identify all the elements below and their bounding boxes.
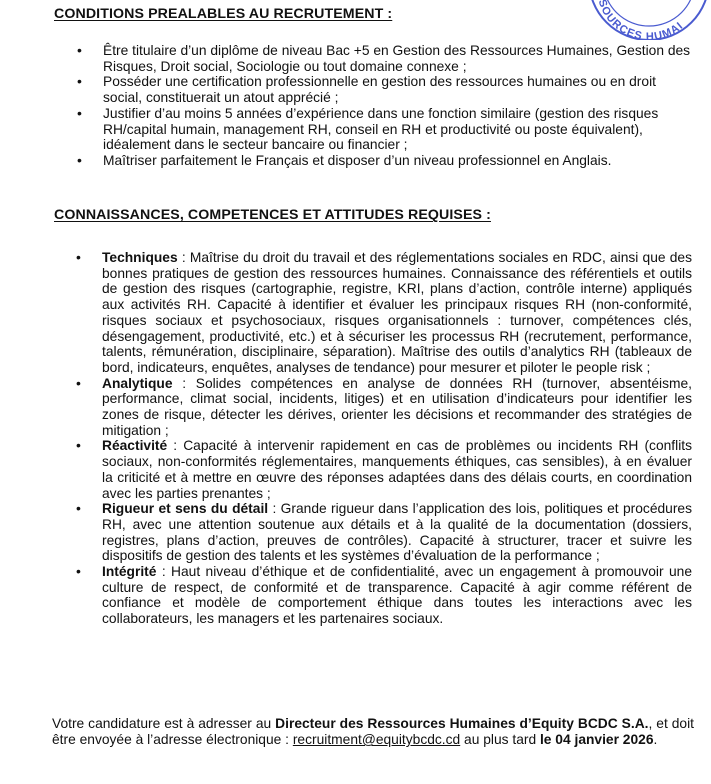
closing-text: Votre candidature est à adresser au <box>52 716 276 731</box>
skill-text: : Grande rigueur dans l’application des lois, politiques et procédures RH, avec une attention soutenue aux détails et à la qualité de la documentation (dossiers, registres, plans d’action, preuves de contrôles). Capacité à structurer, tracer et suivre les dispositifs de gestion des talents et les systèmes d’évaluation de la performance ; <box>102 501 692 564</box>
closing-text: , et doit être envoyée à l’adresse électronique : <box>52 716 695 748</box>
bullet-icon: • <box>76 563 81 580</box>
skill-item-techniques <box>76 249 692 376</box>
skill-text: : Maîtrise du droit du travail et des réglementations sociales en RDC, ainsi que des bonnes pratiques de gestion des ressources humaines. Connaissance des référentiels et outils de gestion des risques (cartographie, registre, KRI, plans d’action, contrôle interne) appliqués aux activités RH. Capacité à identifier et évaluer les principaux risques RH (non-conformité, risques sociaux et psychosociaux, risques organisationnels : turnover, compétences clés, désengagement, productivité, etc.) et à sécuriser les processus RH (recrutement, performance, talents, rémunération, disciplinaire, séparation). Maîtrise des outils d’analytics RH (tableaux de bord, indicateurs, enquêtes, analyses de tendance) pour mesurer et piloter le people risk ; <box>102 250 692 375</box>
prerequisite-text: Être titulaire d’un diplôme de niveau Bac +5 en Gestion des Ressources Humaines, Gestion des Risques, Droit social, Sociologie ou tout domaine connexe ; <box>103 43 691 74</box>
skill-item-integrite <box>76 563 692 627</box>
bullet-icon: • <box>76 500 81 517</box>
skills-list <box>76 249 692 627</box>
bullet-icon: • <box>77 104 82 121</box>
bullet-icon: • <box>77 151 82 168</box>
prerequisites-list <box>77 42 693 169</box>
prerequisite-item <box>77 151 693 169</box>
bullet-icon: • <box>76 249 81 265</box>
bullet-icon: • <box>77 42 82 58</box>
skill-title: Techniques <box>102 250 178 265</box>
skill-text: : Haut niveau d’éthique et de confidentialité, avec un engagement à promouvoir une culture de respect, de conformité et de transparence. Capacité à agir comme référent de confiance et modèle de comportement éthique dans toutes les interactions avec les collaborateurs, les managers et les partenaires sociaux. <box>102 564 692 627</box>
prerequisites-heading: CONDITIONS PREALABLES AU RECRUTEMENT : <box>54 6 393 22</box>
skill-title: Réactivité <box>102 438 168 454</box>
email-link[interactable]: recruitment@equitybcdc.cd <box>292 732 461 748</box>
prerequisite-text: Justifier d’au moins 5 années d’expérience dans une fonction similaire (gestion des risques RH/capital humain, management RH, conseil en RH et productivité ou poste équivalent), idéalement dans le secteur bancaire ou financier ; <box>103 105 659 153</box>
application-instructions <box>52 716 694 748</box>
recipient-name: Directeur des Ressources Humaines d’Equity BCDC S.A. <box>275 716 649 731</box>
bullet-icon: • <box>76 374 81 391</box>
skill-item-rigueur <box>76 500 692 564</box>
deadline: le 04 janvier 2026 <box>539 732 654 748</box>
bullet-icon: • <box>76 437 81 454</box>
skill-title: Analytique <box>102 375 173 391</box>
closing-text: . <box>653 732 658 748</box>
prerequisite-text: Posséder une certification professionnelle en gestion des ressources humaines ou en droit social, constituerait un atout apprécié ; <box>103 74 656 106</box>
prerequisite-item <box>77 104 693 153</box>
skill-text: : Capacité à intervenir rapidement en cas de problèmes ou incidents RH (conflits sociaux, non-conformités réglementaires, manquements éthiques, cas sensibles), à en évaluer la criticité et à mettre en œuvre des réponses adaptées dans des délais courts, en coordination avec les parties prenantes ; <box>102 438 692 501</box>
prerequisite-item <box>77 42 693 74</box>
skill-title: Rigueur et sens du détail <box>102 501 269 517</box>
hr-stamp <box>569 0 711 40</box>
skill-title: Intégrité <box>102 564 157 580</box>
prerequisite-item <box>77 73 693 106</box>
bullet-icon: • <box>77 73 82 90</box>
skill-text: : Solides compétences en analyse de données RH (turnover, absentéisme, performance, climat social, incidents, litiges) et en utilisation d’indicateurs pour identifier les zones de risque, détecter les dérives, orienter les décisions et recommander des stratégies de mitigation ; <box>102 375 692 438</box>
skill-item-reactivite <box>76 437 692 501</box>
closing-text: au plus tard <box>460 732 540 748</box>
prerequisite-text: Maîtriser parfaitement le Français et disposer d’un niveau professionnel en Anglais. <box>103 152 612 168</box>
skill-item-analytique <box>76 374 692 439</box>
stamp-text: SOURCES HUMAI <box>595 0 686 40</box>
skills-heading: CONNAISSANCES, COMPETENCES ET ATTITUDES REQUISES : <box>54 207 491 223</box>
